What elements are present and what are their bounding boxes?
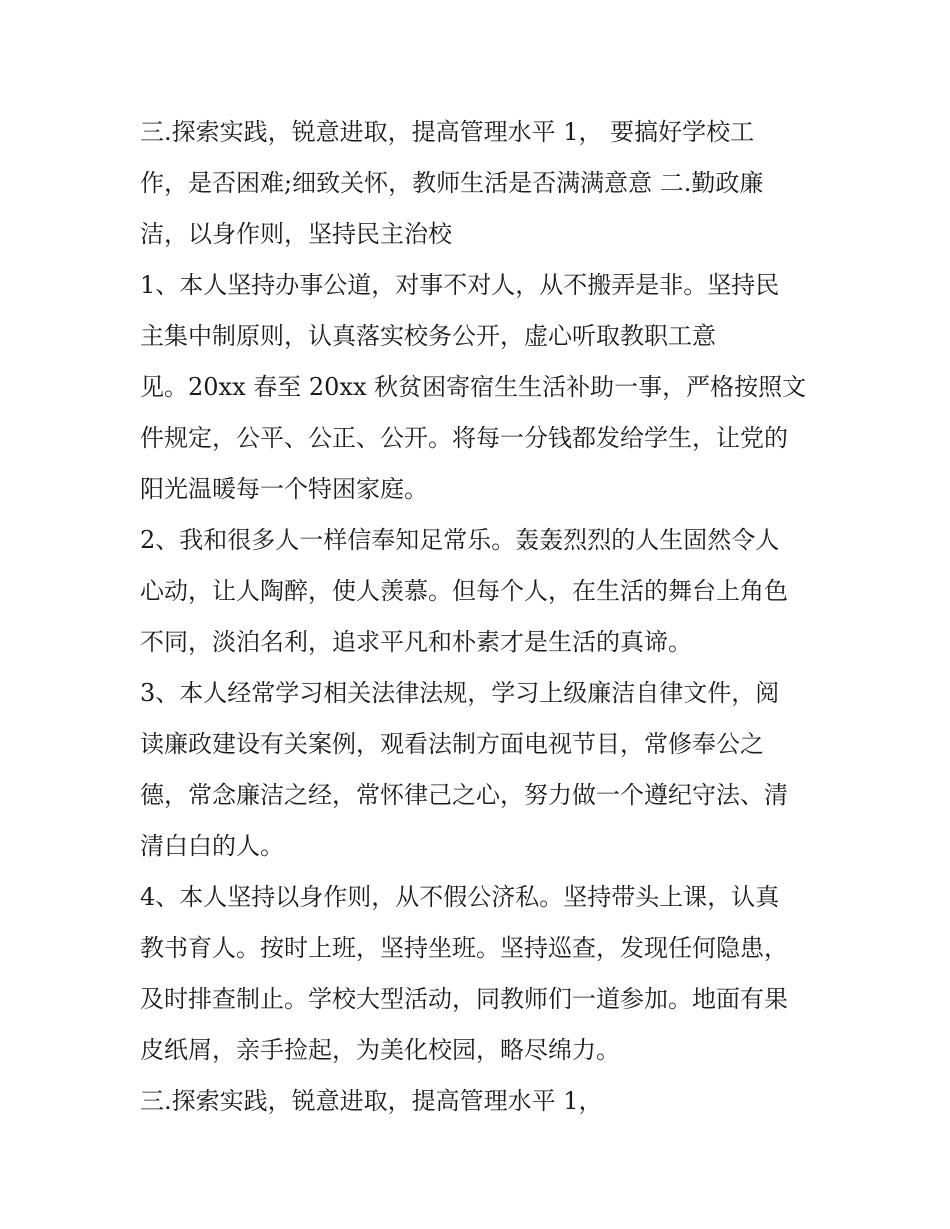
text-line: 三.探索实践，锐意进取，提高管理水平 1， xyxy=(140,1087,603,1115)
text-line: 阳光温暖每一个特困家庭。 xyxy=(140,475,428,503)
text-line: 1、本人坚持办事公道，对事不对人，从不搬弄是非。坚持民 xyxy=(140,271,780,299)
text-line: 德，常念廉洁之经，常怀律己之心，努力做一个遵纪守法、清 xyxy=(140,781,788,809)
text-line: 清白白的人。 xyxy=(140,832,284,860)
document-body xyxy=(140,107,830,1127)
text-line: 作，是否困难;细致关怀，教师生活是否满满意意 二.勤政廉 xyxy=(140,169,764,197)
text-line: 三.探索实践，锐意进取，提高管理水平 1， 要搞好学校工 xyxy=(140,118,755,146)
text-line: 主集中制原则，认真落实校务公开，虚心听取教职工意 xyxy=(140,322,716,350)
text-line: 洁，以身作则，坚持民主治校 xyxy=(140,220,452,248)
text-line: 心动，让人陶醉，使人羡慕。但每个人，在生活的舞台上角色 xyxy=(140,577,788,605)
text-line: 教书育人。按时上班，坚持坐班。坚持巡查，发现任何隐患， xyxy=(140,934,788,962)
text-line: 不同，淡泊名利，追求平凡和朴素才是生活的真谛。 xyxy=(140,628,692,656)
text-line: 件规定，公平、公正、公开。将每一分钱都发给学生，让党的 xyxy=(140,424,788,452)
text-line: 见。20xx 春至 20xx 秋贫困寄宿生生活补助一事，严格按照文 xyxy=(140,373,807,401)
text-line: 4、本人坚持以身作则，从不假公济私。坚持带头上课，认真 xyxy=(140,883,780,911)
text-line: 及时排查制止。学校大型活动，同教师们一道参加。地面有果 xyxy=(140,985,788,1013)
text-line: 2、我和很多人一样信奉知足常乐。轰轰烈烈的人生固然令人 xyxy=(140,526,780,554)
text-line: 3、本人经常学习相关法律法规，学习上级廉洁自律文件，阅 xyxy=(140,679,780,707)
text-line: 皮纸屑，亲手捡起，为美化校园，略尽绵力。 xyxy=(140,1036,620,1064)
text-line: 读廉政建设有关案例，观看法制方面电视节目，常修奉公之 xyxy=(140,730,764,758)
